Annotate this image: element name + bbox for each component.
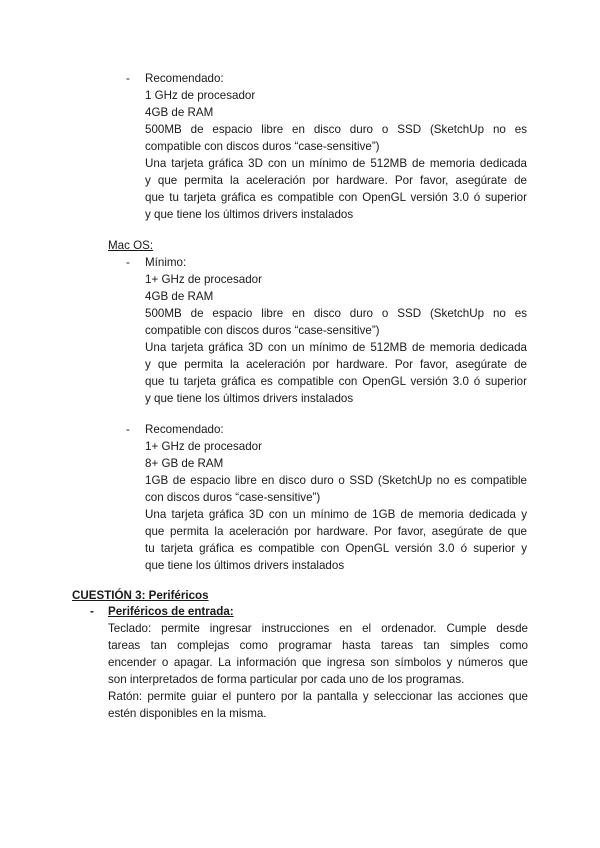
paragraph-line: tareas tan complejas como programar hasta tareas tan simples como bbox=[108, 639, 528, 652]
win-recommended-heading: Recomendado: bbox=[145, 72, 224, 85]
req-line: con discos duros “case-sensitive”) bbox=[145, 491, 321, 504]
req-line: 4GB de RAM bbox=[145, 290, 214, 303]
req-line: 4GB de RAM bbox=[145, 106, 214, 119]
mac-recommended-heading: Recomendado: bbox=[145, 423, 224, 436]
req-line: 8+ GB de RAM bbox=[145, 457, 224, 470]
req-line: 1+ GHz de procesador bbox=[145, 440, 262, 453]
list-dash: - bbox=[126, 72, 130, 85]
paragraph-line: encender o apagar. La información que ingresa son símbolos y números que bbox=[108, 656, 528, 669]
list-dash: - bbox=[126, 256, 130, 269]
list-dash: - bbox=[90, 605, 94, 618]
req-line: 500MB de espacio libre en disco duro o SSD (SketchUp no es bbox=[145, 123, 527, 136]
req-line: compatible con discos duros “case-sensitive”) bbox=[145, 140, 380, 153]
req-line: Una tarjeta gráfica 3D con un mínimo de 512MB de memoria dedicada bbox=[145, 157, 527, 170]
req-line: y que tiene los últimos drivers instalados bbox=[145, 392, 354, 405]
req-line: y que tiene los últimos drivers instalados bbox=[145, 208, 354, 221]
req-line: tu tarjeta gráfica es compatible con OpenGL versión 3.0 ó superior y bbox=[145, 542, 527, 555]
input-peripherals-heading: Periféricos de entrada: bbox=[108, 605, 234, 618]
req-line: y que permita la aceleración por hardware. Por favor, asegúrate de bbox=[145, 174, 527, 187]
req-line: que tu tarjeta gráfica es compatible con OpenGL versión 3.0 ó superior bbox=[145, 375, 527, 388]
paragraph-line: Teclado: permite ingresar instrucciones en el ordenador. Cumple desde bbox=[108, 622, 528, 635]
req-line: 1GB de espacio libre en disco duro o SSD (SketchUp no es compatible bbox=[145, 474, 527, 487]
req-line: que tiene los últimos drivers instalados bbox=[145, 559, 345, 572]
req-line: compatible con discos duros “case-sensitive”) bbox=[145, 324, 380, 337]
mac-os-title: Mac OS: bbox=[108, 239, 154, 252]
list-dash: - bbox=[126, 423, 130, 436]
req-line: y que permita la aceleración por hardware. Por favor, asegúrate de bbox=[145, 358, 527, 371]
req-line: Una tarjeta gráfica 3D con un mínimo de 512MB de memoria dedicada bbox=[145, 341, 527, 354]
section-title: CUESTIÓN 3: Periféricos bbox=[72, 589, 209, 602]
req-line: 500MB de espacio libre en disco duro o SSD (SketchUp no es bbox=[145, 307, 527, 320]
paragraph-line: Ratón: permite guiar el puntero por la pantalla y seleccionar las acciones que bbox=[108, 690, 528, 703]
req-line: que permita la aceleración por hardware. Por favor, asegúrate de que bbox=[145, 525, 527, 538]
req-line: 1+ GHz de procesador bbox=[145, 273, 262, 286]
req-line: que tu tarjeta gráfica es compatible con OpenGL versión 3.0 ó superior bbox=[145, 191, 527, 204]
paragraph-line: estén disponibles en la misma. bbox=[108, 707, 267, 720]
mac-minimum-heading: Mínimo: bbox=[145, 256, 187, 269]
req-line: 1 GHz de procesador bbox=[145, 89, 256, 102]
paragraph-line: son interpretados de forma particular por cada uno de los programas. bbox=[108, 673, 465, 686]
req-line: Una tarjeta gráfica 3D con un mínimo de 1GB de memoria dedicada y bbox=[145, 508, 527, 521]
